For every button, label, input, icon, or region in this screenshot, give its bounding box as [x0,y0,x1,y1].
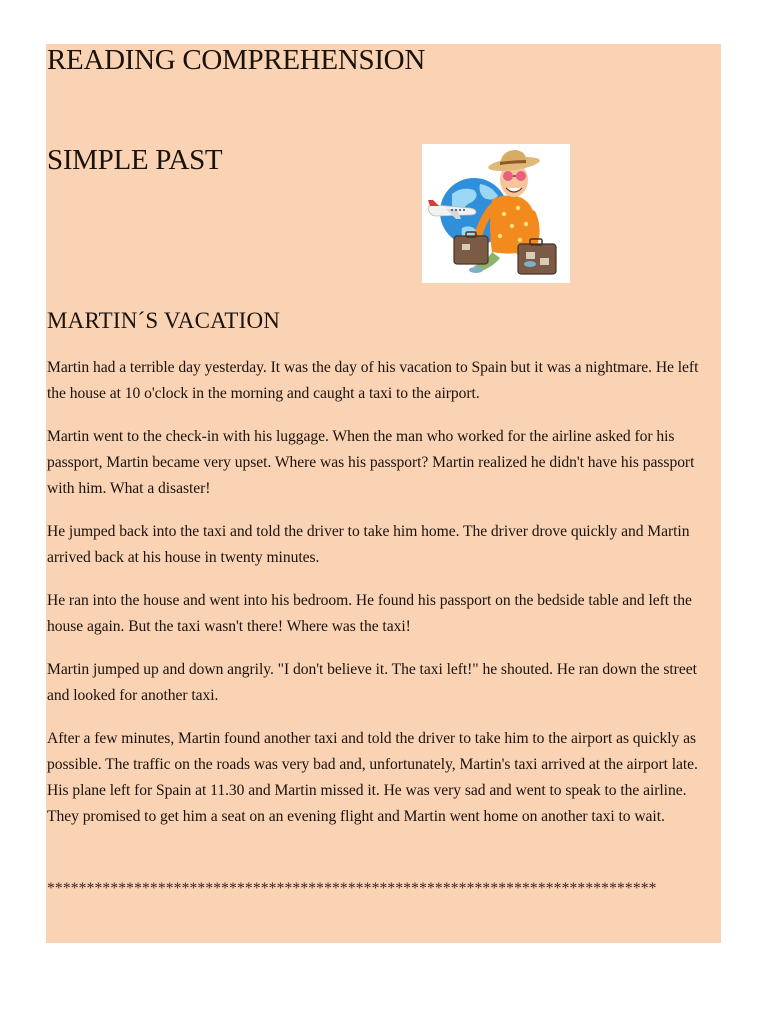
page-subtitle: SIMPLE PAST [47,144,223,176]
story-paragraph: He jumped back into the taxi and told the driver to take him home. The driver drove quickly and Martin arrived back at his house in twenty minutes. [47,523,690,566]
story-paragraph: He ran into the house and went into his bedroom. He found his passport on the bedside table and left the house again. But the taxi wasn't there! Where was the taxi! [47,592,692,635]
page-title: READING COMPREHENSION [47,44,425,76]
story-paragraph: After a few minutes, Martin found another taxi and told the driver to take him to the airport as quickly as possible. The traffic on the roads was very bad and, unfortunately, Martin's taxi arrived at the airport late. His plane left for Spain at 11.30 and Martin missed it. He was very sad and went to speak to the airline. They promised to get him a seat on an evening flight and Martin went home on another taxi to wait. [47,730,698,825]
story-paragraph: Martin went to the check-in with his luggage. When the man who worked for the airline asked for his passport, Martin became very upset. Where was his passport? Martin realized he didn't have his passport with him. What a disaster! [47,428,695,497]
traveler-illustration [422,144,570,283]
story-paragraph: Martin jumped up and down angrily. "I don't believe it. The taxi left!" he shouted. He ran down the street and looked for another taxi. [47,661,697,704]
story-paragraph: Martin had a terrible day yesterday. It was the day of his vacation to Spain but it was a nightmare. He left the house at 10 o'clock in the morning and caught a taxi to the airport. [47,359,699,402]
asterisk-separator: ***************************************************************************** [47,880,657,897]
document-page [46,44,721,943]
story-title: MARTIN´S VACATION [47,308,281,333]
traveler-icon [422,144,570,283]
story-body [47,355,719,847]
